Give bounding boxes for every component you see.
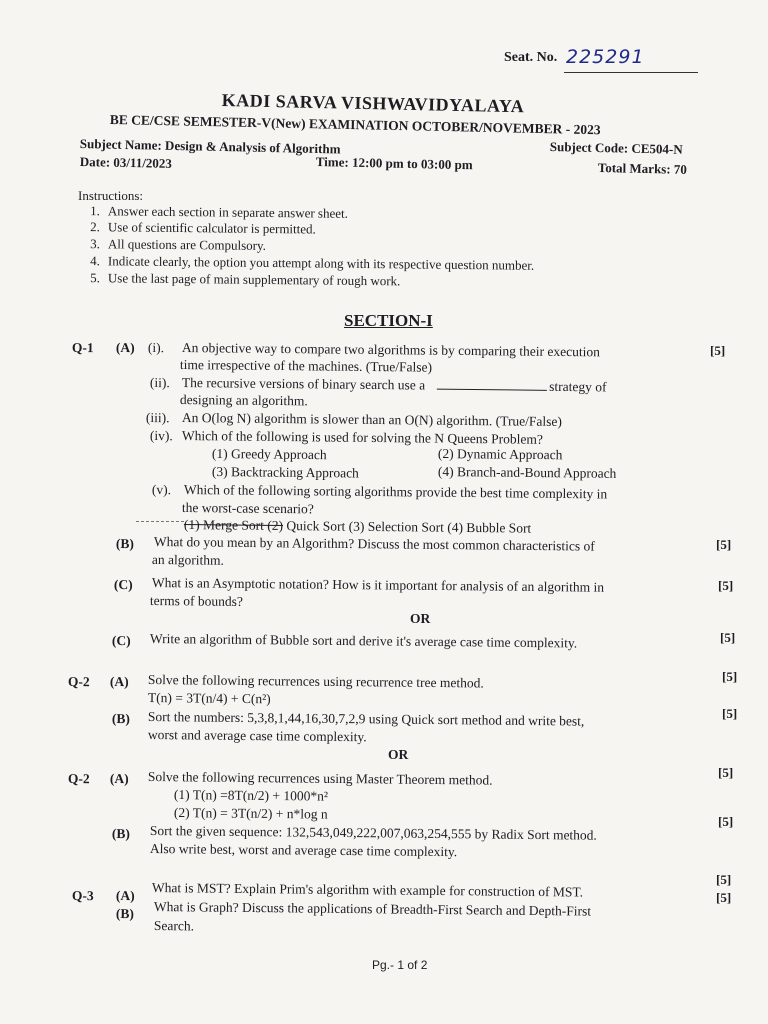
subject-code: Subject Code: CE504-N	[549, 139, 683, 157]
exam-date: Date: 03/11/2023	[79, 154, 173, 171]
q2a-alt-equation-2: (2) T(n) = 3T(n/2) + n*log n	[173, 805, 328, 822]
q1a-i-line2: time irrespective of the machines. (True/False)	[179, 357, 433, 375]
q2a-marks: [5]	[722, 669, 738, 684]
q2b-alt-line2: Also write best, worst and average case time complexity.	[149, 841, 458, 860]
seat-number-value: 225291	[566, 46, 645, 68]
q2a-equation: T(n) = 3T(n/4) + C(n²)	[147, 690, 271, 707]
q1a-ii-line2: designing an algorithm.	[179, 392, 308, 409]
q2-alt-label: Q-2	[67, 771, 90, 787]
q2b-alt-line1: Sort the given sequence: 132,543,049,222,007,063,254,555 by Radix Sort method.	[149, 823, 597, 843]
q1a-v-line2: the worst-case scenario?	[181, 500, 314, 517]
q1a-iv-text: Which of the following is used for solving the N Queens Problem?	[181, 428, 544, 447]
q2b-line2: worst and average case time complexity.	[147, 727, 367, 745]
q1b-line2: an algorithm.	[151, 552, 224, 568]
q1a-i-num: (i).	[147, 340, 165, 356]
q1c-line2: terms of bounds?	[149, 593, 243, 609]
q2a-alt-equation-1: (1) T(n) =8T(n/2) + 1000*n²	[173, 787, 328, 804]
q2b-label: (B)	[111, 711, 130, 727]
q3b-marks: [5]	[716, 890, 732, 905]
q2b-alt-label: (B)	[111, 826, 130, 842]
q1c-alt-label: (C)	[111, 633, 131, 649]
q2a-label: (A)	[109, 674, 129, 690]
q1a-iv-option-2: (2) Dynamic Approach	[437, 446, 563, 463]
or-divider: OR	[388, 747, 409, 762]
q1c-label: (C)	[113, 577, 133, 593]
instruction-item: 2. Use of scientific calculator is permitted.	[90, 219, 316, 237]
instruction-item: 1. Answer each section in separate answer sheet.	[90, 203, 349, 221]
exam-time: Time: 12:00 pm to 03:00 pm	[315, 154, 473, 173]
pencil-stroke	[136, 521, 184, 522]
instructions-heading: Instructions:	[78, 188, 143, 203]
q2a-alt-label: (A)	[109, 771, 129, 787]
q1a-iii-text: An O(log N) algorithm is slower than an O(N) algorithm. (True/False)	[181, 410, 563, 429]
seat-number-label: Seat. No.	[504, 50, 558, 65]
q3b-label: (B)	[115, 906, 134, 922]
q1a-iii-num: (iii).	[145, 410, 170, 426]
university-name: KADI SARVA VISHWAVIDYALAYA	[221, 90, 525, 117]
q2b-marks: [5]	[722, 706, 738, 721]
q1a-ii-num: (ii).	[149, 375, 170, 391]
q1b-label: (B)	[115, 536, 134, 552]
q1a-ii-line1: The recursive versions of binary search use a strategy of	[181, 375, 607, 395]
q2b-alt-marks: [5]	[718, 814, 734, 829]
or-divider: OR	[410, 611, 431, 626]
q1a-label: (A)	[115, 340, 135, 356]
instruction-item: 3. All questions are Compulsory.	[90, 236, 267, 253]
q2a-text: Solve the following recurrences using recurrence tree method.	[147, 672, 484, 691]
q3b-line1: What is Graph? Discuss the applications of Breadth-First Search and Depth-First	[153, 899, 592, 919]
q1a-v-options: (1) Merge Sort (2) Quick Sort (3) Selection Sort (4) Bubble Sort	[183, 517, 532, 536]
q1a-iv-option-3: (3) Backtracking Approach	[211, 464, 359, 481]
q3b-line2: Search.	[153, 918, 195, 934]
q1a-marks: [5]	[710, 343, 726, 358]
q1b-marks: [5]	[716, 537, 732, 552]
q2a-alt-text: Solve the following recurrences using Master Theorem method.	[147, 769, 493, 788]
q3a-text: What is MST? Explain Prim's algorithm with example for construction of MST.	[151, 880, 584, 900]
q1c-alt-text: Write an algorithm of Bubble sort and derive it's average case time complexity.	[149, 631, 578, 651]
exam-title: BE CE/CSE SEMESTER-V(New) EXAMINATION OCTOBER/NOVEMBER - 2023	[109, 112, 601, 138]
instruction-item: 5. Use the last page of main supplementary of rough work.	[90, 270, 401, 289]
q2b-line1: Sort the numbers: 5,3,8,1,44,16,30,7,2,9 using Quick sort method and write best,	[147, 709, 585, 729]
instruction-item: 4. Indicate clearly, the option you attempt along with its respective question number.	[90, 253, 535, 273]
q3-label: Q-3	[71, 888, 94, 904]
q1a-v-num: (v).	[151, 482, 172, 498]
q1b-line1: What do you mean by an Algorithm? Discuss the most common characteristics of	[153, 534, 595, 554]
total-marks: Total Marks: 70	[597, 160, 688, 177]
q1a-i-line1: An objective way to compare two algorithms is by comparing their execution	[181, 340, 600, 360]
q1a-iv-option-1: (1) Greedy Approach	[211, 446, 327, 463]
q3a-label: (A)	[115, 888, 135, 904]
section-title: SECTION-I	[344, 311, 433, 330]
q1c-line1: What is an Asymptotic notation? How is it important for analysis of an algorithm in	[151, 575, 605, 595]
q1a-v-line1: Which of the following sorting algorithms provide the best time complexity in	[183, 482, 608, 502]
q1-label: Q-1	[71, 340, 94, 356]
q1c-marks: [5]	[718, 578, 734, 593]
q1c-alt-marks: [5]	[720, 630, 736, 645]
q3a-marks: [5]	[716, 872, 732, 887]
subject-name: Subject Name: Design & Analysis of Algorithm	[79, 136, 341, 157]
q1a-iv-num: (iv).	[149, 428, 173, 444]
q1a-iv-option-4: (4) Branch-and-Bound Approach	[437, 464, 617, 481]
q2-label: Q-2	[67, 674, 90, 690]
page-number: Pg.- 1 of 2	[372, 958, 428, 972]
seat-number-line	[564, 72, 698, 73]
q2a-alt-marks: [5]	[718, 765, 734, 780]
